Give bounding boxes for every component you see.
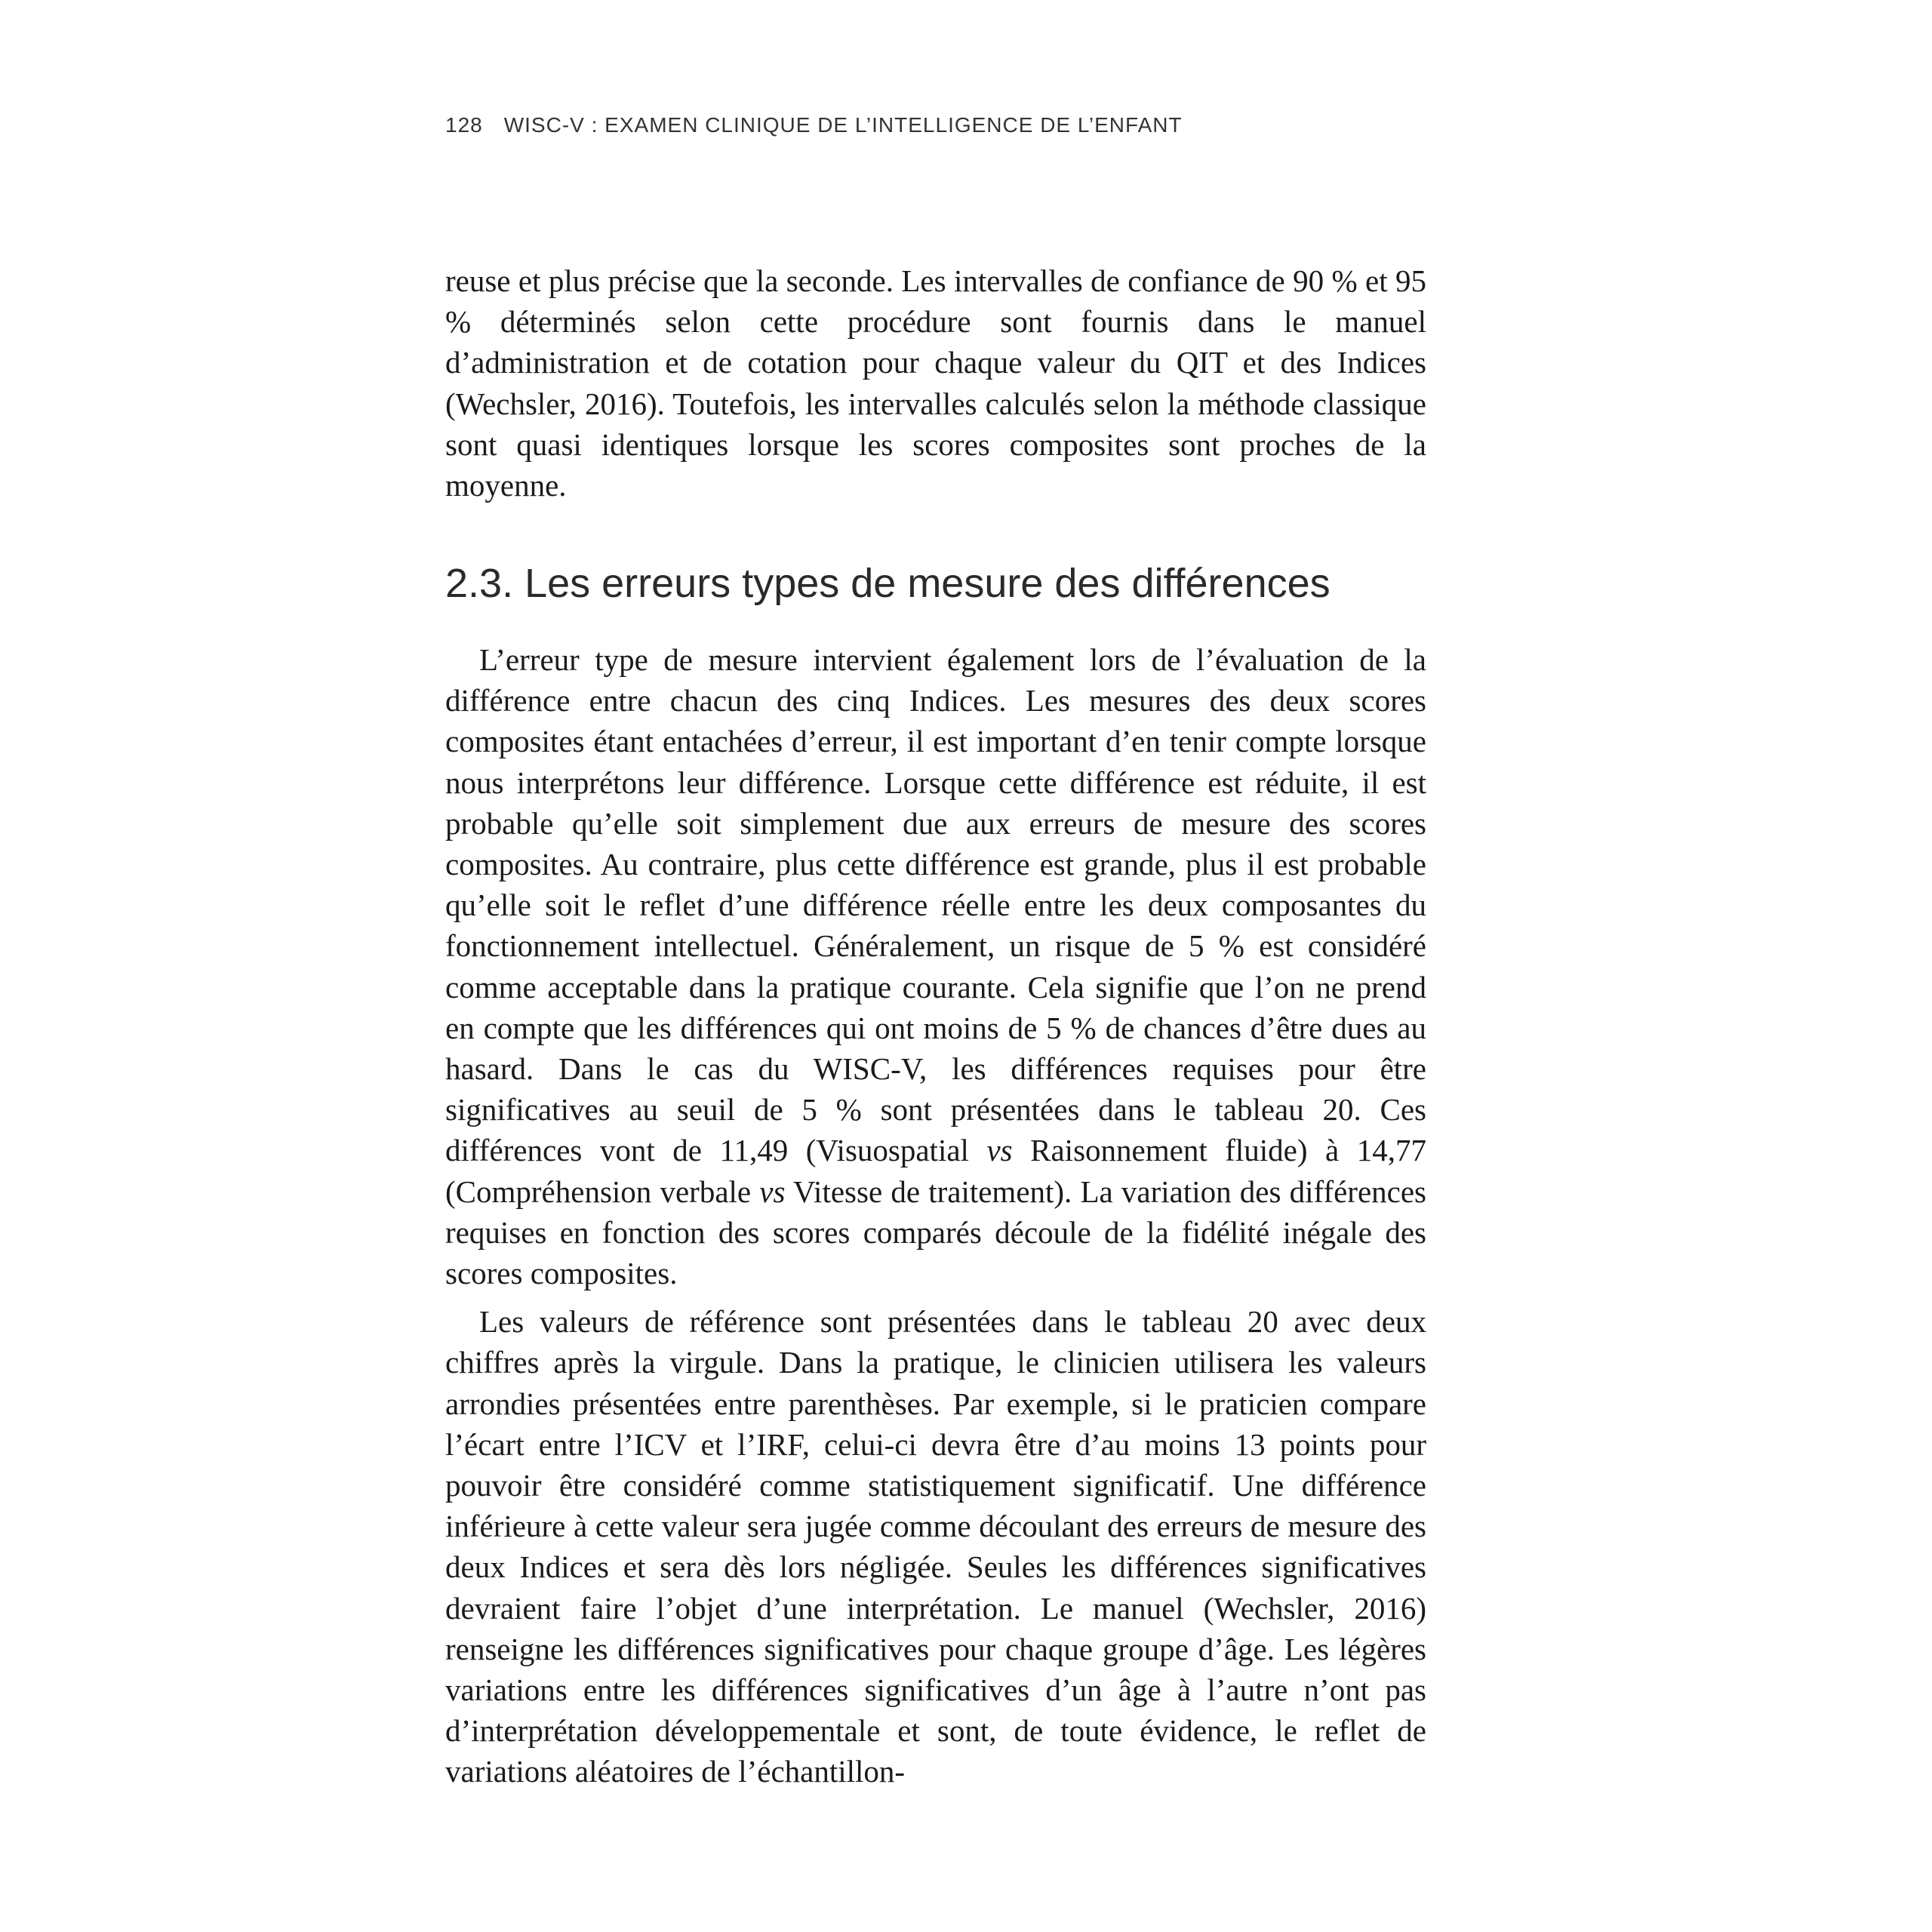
vs-italic-1: vs [986,1133,1013,1168]
intro-paragraph: reuse et plus précise que la seconde. Les intervalles de confiance de 90 % et 95 % déterminés selon cette procédure sont fournis dans le manuel d’administration et de cotation pour chaque valeur du QIT et des Indices (Wechsler, 2016). Toutefois, les intervalles calculés selon la méthode classique sont quasi identiques lorsque les scores composites sont proches de la moyenne. [445,263,1426,503]
section-body [445,639,1426,1792]
intro-text-block [445,260,1426,506]
body-paragraph-1 [445,639,1426,1294]
running-head [445,113,1183,137]
running-head-title: WISC-V : EXAMEN CLINIQUE DE L’INTELLIGENCE DE L’ENFANT [503,113,1183,137]
vs-italic-2: vs [759,1174,786,1209]
body-paragraph-2: Les valeurs de référence sont présentées dans le tableau 20 avec deux chiffres après la virgule. Dans la pratique, le clinicien utilisera les valeurs arrondies présentées entre parenthèses. Par exemple, si le praticien compare l’écart entre l’ICV et l’IRF, celui-ci devra être d’au moins 13 points pour pouvoir être considéré comme statistiquement significatif. Une différence inférieure à cette valeur sera jugée comme découlant des erreurs de mesure des deux Indices et sera dès lors négligée. Seules les différences significatives devraient faire l’objet d’une interprétation. Le manuel (Wechsler, 2016) renseigne les différences significatives pour chaque groupe d’âge. Les légères variations entre les différences significatives d’un âge à l’autre n’ont pas d’interprétation développementale et sont, de toute évidence, le reflet de variations aléatoires de l’échantillon- [445,1304,1426,1789]
paragraph-1-text-a: L’erreur type de mesure intervient également lors de l’évaluation de la différence entre chacun des cinq Indices. Les mesures des deux scores composites étant entachées d’erreur, il est important d’en tenir compte lorsque nous interprétons leur différence. Lorsque cette différence est réduite, il est probable qu’elle soit simplement due aux erreurs de mesure des scores composites. Au contraire, plus cette différence est grande, plus il est probable qu’elle soit le reflet d’une différence réelle entre les deux composantes du fonctionnement intellectuel. Généralement, un risque de 5 % est considéré comme acceptable dans la pratique courante. Cela signifie que l’on ne prend en compte que les différences qui ont moins de 5 % de chances d’être dues au hasard. Dans le cas du WISC-V, les différences requises pour être significatives au seuil de 5 % sont présentées dans le tableau 20. Ces différences vont de 11,49 (Visuospatial [445,642,1426,1168]
section-heading: 2.3. Les erreurs types de mesure des différences [445,561,1331,606]
paragraph-1-text-c: Vitesse de traitement). La variation des différences requises en fonction des scores comparés découle de la fidélité inégale des scores composites. [445,1174,1427,1291]
page-number: 128 [445,113,483,137]
paragraph-1-text-b: Raisonnement fluide) à 14,77 (Compréhension verbale [445,1133,1427,1209]
